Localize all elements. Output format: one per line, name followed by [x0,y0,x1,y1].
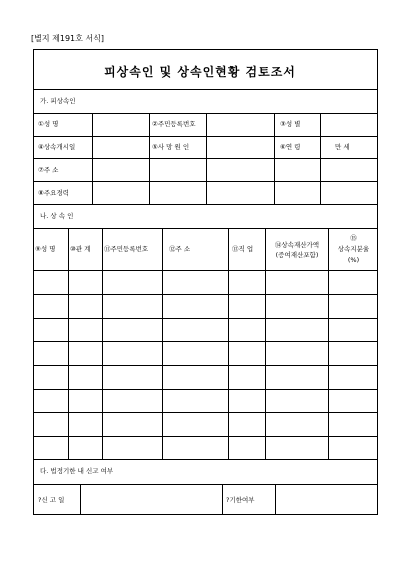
row-divider [33,459,378,460]
decedent-rrn-label: ②주민등록번호 [152,120,196,128]
row-divider [33,270,378,271]
decedent-address-label: ⑦주 소 [38,166,59,174]
row-divider [33,204,378,205]
column-divider [206,113,207,204]
heir-property-header: ⑭상속재산가액 [274,241,320,249]
deadline-compliance-label: ?기한여부 [226,496,255,504]
row-divider [33,389,378,390]
heir-ratio-number: ⑮ [350,234,357,242]
column-divider [92,113,93,204]
heir-ratio-unit: (%) [347,256,360,264]
row-divider [33,365,378,366]
heir-ratio-header: 상속지분율 [337,245,370,253]
row-divider [33,484,378,485]
age-unit-text: 만 세 [335,143,350,151]
decedent-name-label: ①성 명 [38,120,59,128]
row-divider [33,436,378,437]
column-divider [320,113,321,204]
report-date-label: ?신 고 일 [38,496,65,504]
decedent-gender-label: ③성 별 [280,120,301,128]
column-divider [162,228,163,459]
column-divider [222,484,223,515]
column-divider [274,113,275,204]
column-divider [80,484,81,515]
death-cause-label: ⑤사 망 원 인 [152,143,190,151]
row-divider [33,228,378,229]
row-divider [33,294,378,295]
decedent-career-label: ⑧주요경력 [38,189,69,197]
form-number-label: [별지 제191호 서식] [31,34,104,43]
row-divider [33,318,378,319]
heir-rrn-header: ⑪주민등록번호 [104,245,149,253]
decedent-age-label: ⑥연 령 [280,143,301,151]
section-heading-filing: 다. 법정기한 내 신고 여부 [40,467,114,475]
heir-relation-header: ⑩관 계 [70,245,91,253]
row-divider [33,89,378,90]
column-divider [275,484,276,515]
section-heading-heirs: 나. 상 속 인 [40,212,74,220]
column-divider [149,113,150,204]
inheritance-date-label: ④상속개시일 [38,143,76,151]
row-divider [33,412,378,413]
heir-address-header: ⑫주 소 [169,245,191,253]
heir-job-header: ⑬직 업 [232,245,254,253]
row-divider [33,341,378,342]
heir-property-subheader: (증여재산포함) [275,251,319,259]
column-divider [102,228,103,459]
column-divider [265,228,266,459]
heir-name-header: ⑨성 명 [35,245,56,253]
column-divider [228,228,229,459]
column-divider [68,228,69,459]
section-heading-decedent: 가. 피상속인 [40,97,76,105]
page-title: 피상속인 및 상속인현황 검토조서 [104,65,296,79]
